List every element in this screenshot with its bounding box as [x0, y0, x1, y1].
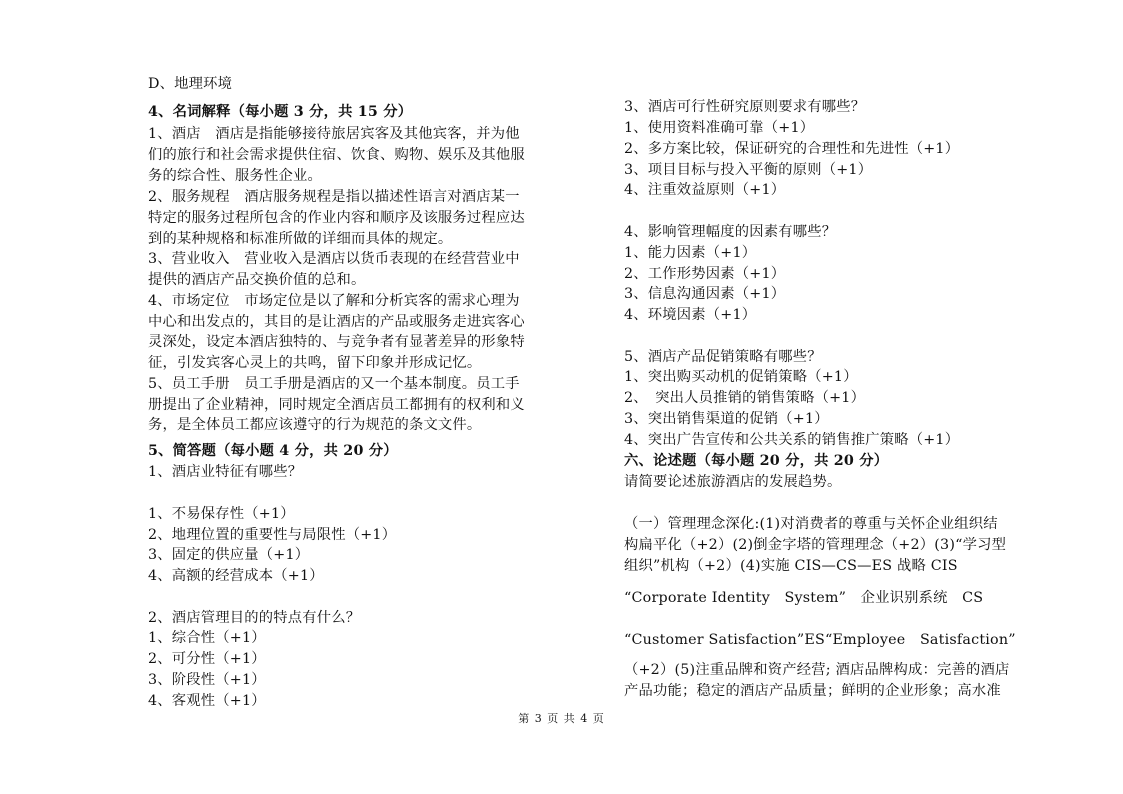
essay-line: （+2）(5)注重品牌和资产经营; 酒店品牌构成：完善的酒店: [624, 662, 1010, 678]
essay-line: 产品功能；稳定的酒店产品质量；鲜明的企业形象；高水准: [624, 683, 1001, 699]
answer-line: 4、高额的经营成本（+1）: [148, 568, 324, 584]
section-heading: 5、简答题（每小题 4 分，共 20 分）: [148, 443, 398, 459]
answer-line: 4、突出广告宣传和公共关系的销售推广策略（+1）: [624, 432, 960, 448]
answer-line: 1、使用资料准确可靠（+1）: [624, 120, 815, 136]
text-line: 务，是全体员工都应该遵守的行为规范的条文文件。: [148, 417, 482, 433]
question-line: 5、酒店产品促销策略有哪些？: [624, 349, 822, 365]
answer-line: 1、不易保存性（+1）: [148, 506, 295, 522]
answer-line: 4、注重效益原则（+1）: [624, 182, 786, 198]
question-line: 4、影响管理幅度的因素有哪些？: [624, 224, 837, 240]
text-line: 们的旅行和社会需求提供住宿、饮食、购物、娱乐及其他服: [148, 147, 525, 163]
answer-line: 4、环境因素（+1）: [624, 307, 757, 323]
answer-line: 2、地理位置的重要性与局限性（+1）: [148, 527, 397, 543]
answer-line: 4、客观性（+1）: [148, 693, 266, 709]
text-line: D、地理环境: [148, 76, 233, 92]
question-line: 3、酒店可行性研究原则要求有哪些？: [624, 99, 866, 115]
essay-line: 组织”机构（+2）(4)实施 CIS—CS—ES 战略 CIS: [624, 558, 958, 574]
essay-line: “Corporate Identity System” 企业识别系统 CS: [624, 590, 984, 606]
answer-line: 1、能力因素（+1）: [624, 245, 757, 261]
section-heading: 六、论述题（每小题 20 分，共 20 分）: [624, 453, 889, 469]
text-line: 册提出了企业精神，同时规定全酒店员工都拥有的权利和义: [148, 397, 525, 413]
section-heading: 4、名词解释（每小题 3 分，共 15 分）: [148, 104, 413, 120]
text-line: 1、酒店 酒店是指能够接待旅居宾客及其他宾客，并为他: [148, 126, 520, 142]
answer-line: 2、工作形势因素（+1）: [624, 266, 786, 282]
answer-line: 3、项目目标与投入平衡的原则（+1）: [624, 162, 873, 178]
text-line: 务的综合性、服务性企业。: [148, 168, 322, 184]
text-line: 4、市场定位 市场定位是以了解和分析宾客的需求心理为: [148, 293, 520, 309]
question-line: 2、酒店管理目的的特点有什么？: [148, 610, 361, 626]
answer-line: 3、阶段性（+1）: [148, 672, 266, 688]
text-line: 中心和出发点的，其目的是让酒店的产品或服务走进宾客心: [148, 314, 525, 330]
text-line: 到的某种规格和标准所做的详细而具体的规定。: [148, 231, 453, 247]
essay-line: “Customer Satisfaction”ES“Employee Satisfaction”: [624, 632, 1016, 648]
essay-line: 构扁平化（+2）(2)倒金字塔的管理理念（+2）(3)“学习型: [624, 537, 1007, 553]
text-line: 2、服务规程 酒店服务规程是指以描述性语言对酒店某一: [148, 189, 520, 205]
answer-line: 2、多方案比较，保证研究的合理性和先进性（+1）: [624, 141, 960, 157]
answer-line: 2、可分性（+1）: [148, 651, 266, 667]
text-line: 提供的酒店产品交换价值的总和。: [148, 272, 366, 288]
text-line: 3、营业收入 营业收入是酒店以货币表现的在经营营业中: [148, 251, 520, 267]
answer-line: 1、综合性（+1）: [148, 630, 266, 646]
answer-line: 1、突出购买动机的促销策略（+1）: [624, 369, 858, 385]
answer-line: 2、 突出人员推销的销售策略（+1）: [624, 390, 866, 406]
text-line: 特定的服务过程所包含的作业内容和顺序及该服务过程应达: [148, 210, 525, 226]
text-line: 5、员工手册 员工手册是酒店的又一个基本制度。员工手: [148, 376, 520, 392]
answer-line: 3、突出销售渠道的促销（+1）: [624, 411, 829, 427]
page-number-footer: 第 3 页 共 4 页: [518, 712, 605, 725]
question-line: 请简要论述旅游酒店的发展趋势。: [624, 474, 842, 490]
answer-line: 3、固定的供应量（+1）: [148, 547, 310, 563]
answer-line: 3、信息沟通因素（+1）: [624, 286, 786, 302]
text-line: 灵深处，设定本酒店独特的、与竞争者有显著差异的形象特: [148, 334, 525, 350]
essay-line: （一）管理理念深化:(1)对消费者的尊重与关怀企业组织结: [624, 516, 998, 532]
text-line: 征，引发宾客心灵上的共鸣，留下印象并形成记忆。: [148, 355, 482, 371]
question-line: 1、酒店业特征有哪些？: [148, 464, 303, 480]
